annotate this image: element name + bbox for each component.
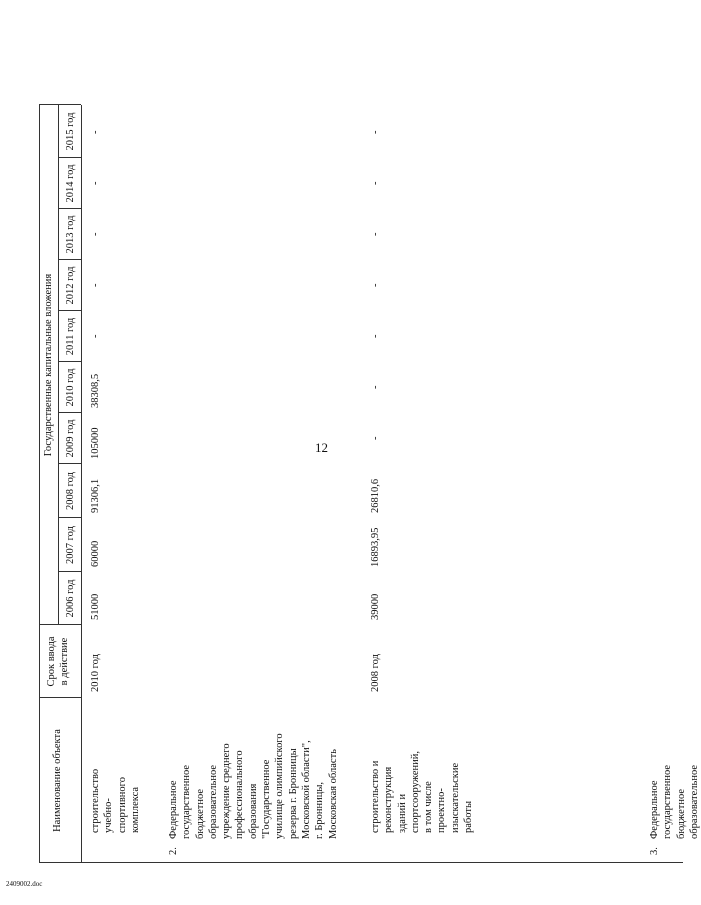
row-term: 2010 год — [90, 654, 101, 692]
row-value: 16893,95 — [370, 527, 381, 567]
left-border-line — [39, 862, 683, 863]
header-term-cell: Срок ввода в действие — [46, 636, 71, 687]
row-value: - — [370, 436, 381, 440]
row-value: - — [90, 181, 101, 185]
header-year-cell: 2009 год — [65, 419, 76, 458]
rotated-table-container — [39, 40, 700, 863]
row-value: 105000 — [90, 427, 101, 459]
row-value: - — [370, 181, 381, 185]
row-value: - — [370, 283, 381, 287]
header-year-cell: 2006 год — [65, 579, 76, 618]
row-value: - — [90, 130, 101, 134]
row-name: Федеральное государственное бюджетное образовательное учреждение среднего профессионального образования "Государственное училище олимпийского резерва г. Бронницы Московской области", г. Бронницы, Московская область — [168, 733, 339, 839]
page-number: 12 — [315, 440, 328, 455]
header-investments-title: Государственные капитальные вложения — [43, 273, 54, 457]
header-year-cell: 2011 год — [65, 317, 76, 356]
row-value: 39000 — [370, 593, 381, 620]
header-name-cell: Наименование объекта — [52, 729, 63, 832]
row-term: 2008 год — [370, 654, 381, 692]
row-value: 91306,1 — [90, 478, 101, 513]
row-value: 38308,5 — [90, 373, 101, 408]
header-year-cell: 2010 год — [65, 368, 76, 407]
row-name: строительство и реконструкция зданий и спортсооружений, в том числе проектно- изыскательские работы — [370, 750, 475, 833]
header-year-cell: 2013 год — [65, 215, 76, 254]
row-value: 26810,6 — [370, 478, 381, 513]
row-value: - — [90, 232, 101, 236]
row-value: - — [90, 334, 101, 338]
header-year-cell: 2015 год — [65, 112, 76, 151]
row-value: 51000 — [90, 593, 101, 620]
row-number: 3. — [649, 847, 660, 855]
row-name: Федеральное государственное бюджетное образовательное — [649, 764, 700, 839]
row-name: строительство учебно- спортивного комплекса — [90, 768, 141, 833]
row-value: - — [370, 130, 381, 134]
row-value: - — [370, 385, 381, 389]
header-year-cell: 2014 год — [65, 164, 76, 203]
header-bottom-line — [81, 105, 82, 863]
header-top-line — [39, 105, 40, 863]
row-value: - — [370, 232, 381, 236]
row-value: 60000 — [90, 540, 101, 567]
row-value: - — [370, 334, 381, 338]
header-year-cell: 2008 год — [65, 472, 76, 510]
row-value: - — [90, 283, 101, 287]
row-number: 2. — [168, 847, 179, 855]
document-code: 2409002.doc — [6, 880, 43, 888]
header-year-cell: 2007 год — [65, 526, 76, 564]
header-mid-line — [58, 105, 59, 625]
investment-table — [39, 40, 700, 863]
header-year-cell: 2012 год — [65, 266, 76, 305]
